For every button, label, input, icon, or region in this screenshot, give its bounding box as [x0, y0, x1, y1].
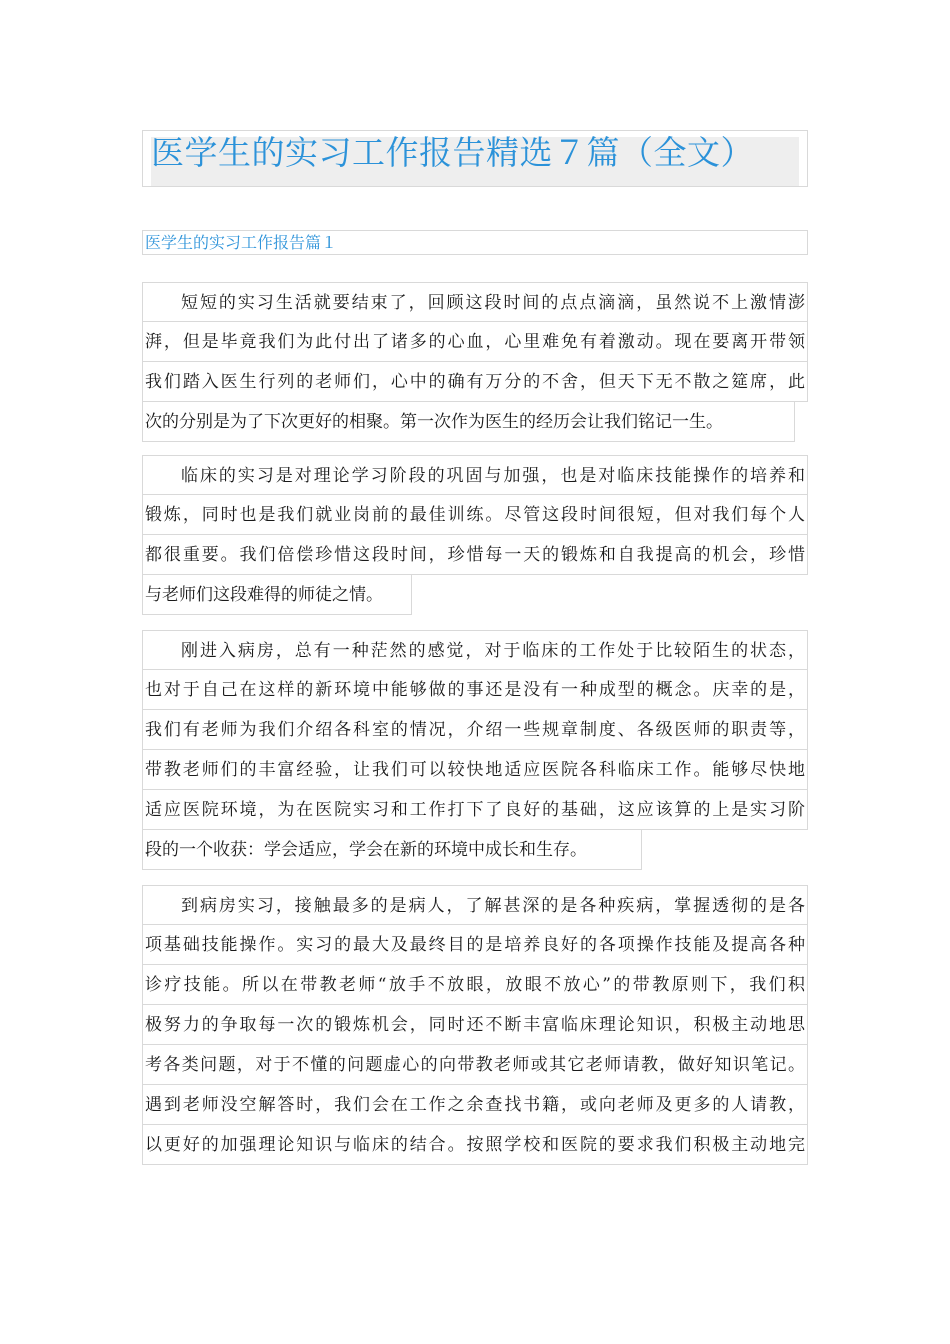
section-heading: 医学生的实习工作报告篇１	[142, 230, 808, 255]
document-title: 医学生的实习工作报告精选７篇（全文）	[151, 133, 754, 172]
paragraph-line: 我们踏入医生行列的老师们，心中的确有万分的不舍，但天下无不散之筵席，此	[142, 362, 808, 402]
paragraph-line: 与老师们这段难得的师徒之情。	[142, 575, 412, 615]
paragraph-line: 段的一个收获：学会适应，学会在新的环境中成长和生存。	[142, 830, 642, 870]
paragraph-line: 临床的实习是对理论学习阶段的巩固与加强，也是对临床技能操作的培养和	[142, 455, 808, 495]
paragraph-line: 极努力的争取每一次的锻炼机会，同时还不断丰富临床理论知识，积极主动地思	[142, 1005, 808, 1045]
paragraph-line: 湃，但是毕竟我们为此付出了诸多的心血，心里难免有着激动。现在要离开带领	[142, 322, 808, 362]
paragraph-line: 遇到老师没空解答时，我们会在工作之余查找书籍，或向老师及更多的人请教，	[142, 1085, 808, 1125]
paragraph-line: 带教老师们的丰富经验，让我们可以较快地适应医院各科临床工作。能够尽快地	[142, 750, 808, 790]
document-title-box	[142, 130, 808, 187]
paragraph-line: 次的分别是为了下次更好的相聚。第一次作为医生的经历会让我们铭记一生。	[142, 402, 795, 442]
paragraph-line: 也对于自己在这样的新环境中能够做的事还是没有一种成型的概念。庆幸的是，	[142, 670, 808, 710]
paragraph-line: 短短的实习生活就要结束了，回顾这段时间的点点滴滴，虽然说不上激情澎	[142, 282, 808, 322]
paragraph-4	[142, 885, 808, 1165]
paragraph-line: 以更好的加强理论知识与临床的结合。按照学校和医院的要求我们积极主动地完	[142, 1125, 808, 1165]
paragraph-line: 适应医院环境，为在医院实习和工作打下了良好的基础，这应该算的上是实习阶	[142, 790, 808, 830]
paragraph-1	[142, 282, 808, 442]
paragraph-line: 到病房实习，接触最多的是病人，了解甚深的是各种疾病，掌握透彻的是各	[142, 885, 808, 925]
paragraph-line: 都很重要。我们倍偿珍惜这段时间，珍惜每一天的锻炼和自我提高的机会，珍惜	[142, 535, 808, 575]
paragraph-line: 锻炼，同时也是我们就业岗前的最佳训练。尽管这段时间很短，但对我们每个人	[142, 495, 808, 535]
paragraph-line: 我们有老师为我们介绍各科室的情况，介绍一些规章制度、各级医师的职责等，	[142, 710, 808, 750]
paragraph-line: 诊疗技能。所以在带教老师“放手不放眼，放眼不放心”的带教原则下，我们积	[142, 965, 808, 1005]
paragraph-2	[142, 455, 808, 615]
paragraph-line: 刚进入病房，总有一种茫然的感觉，对于临床的工作处于比较陌生的状态，	[142, 630, 808, 670]
paragraph-line: 考各类问题，对于不懂的问题虚心的向带教老师或其它老师请教，做好知识笔记。	[142, 1045, 808, 1085]
paragraph-3	[142, 630, 808, 870]
paragraph-line: 项基础技能操作。实习的最大及最终目的是培养良好的各项操作技能及提高各种	[142, 925, 808, 965]
